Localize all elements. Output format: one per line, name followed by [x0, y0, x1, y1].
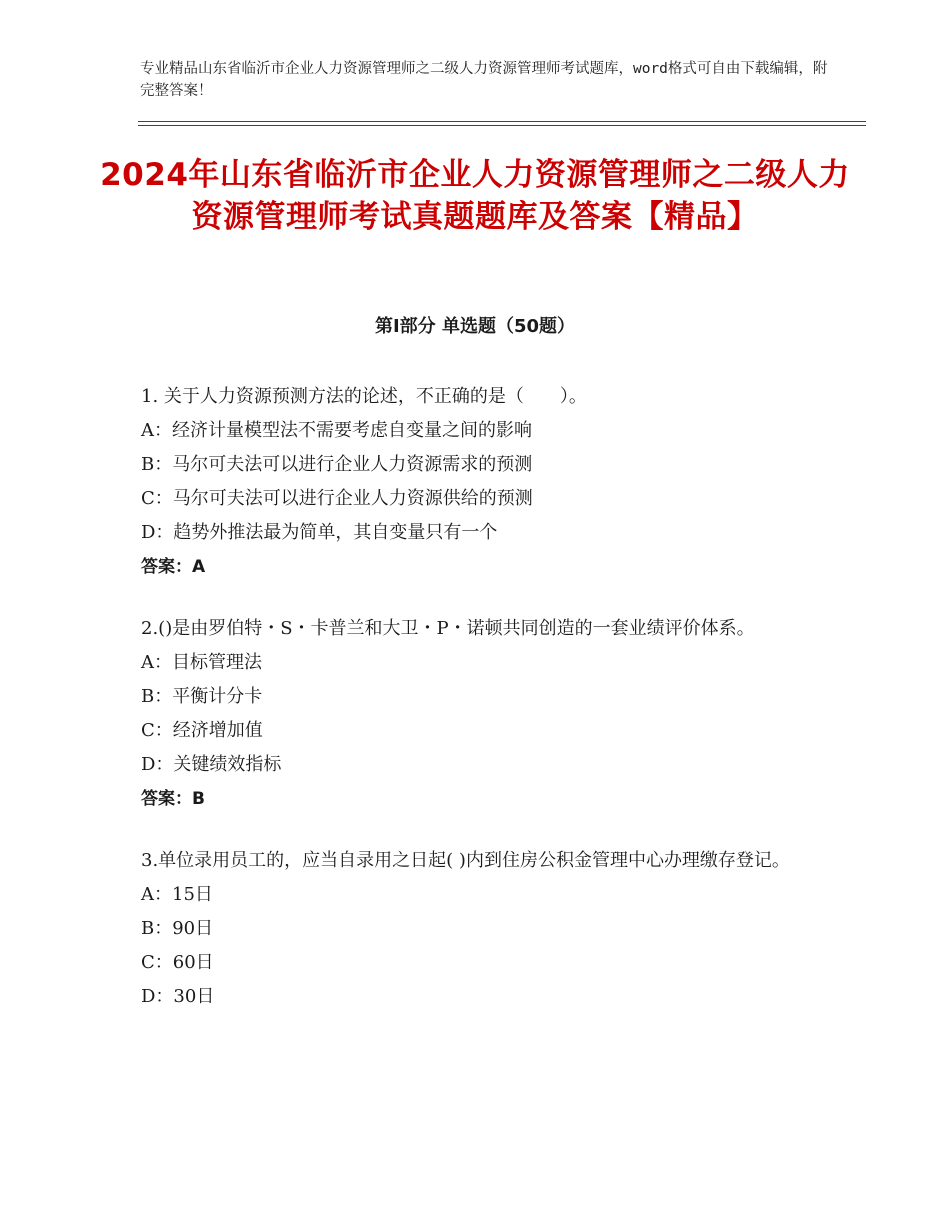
option-d: D：趋势外推法最为简单，其自变量只有一个 [141, 522, 498, 543]
question-item [141, 380, 821, 584]
option-a: A：15日 [141, 884, 213, 905]
document-title: 2024年山东省临沂市企业人力资源管理师之二级人力资源管理师考试真题题库及答案【精品】 [100, 157, 850, 235]
option-c: C：经济增加值 [141, 720, 263, 741]
section-title: 第Ⅰ部分 单选题（50题） [374, 316, 575, 337]
option-b: B：马尔可夫法可以进行企业人力资源需求的预测 [141, 454, 533, 475]
question-list [141, 380, 821, 1042]
option-d: D：30日 [141, 986, 215, 1007]
option-c: C：马尔可夫法可以进行企业人力资源供给的预测 [141, 488, 533, 509]
question-text: 2.()是由罗伯特・S・卡普兰和大卫・P・诺顿共同创造的一套业绩评价体系。 [141, 618, 755, 639]
header-divider-secondary [138, 125, 866, 126]
question-item [141, 844, 821, 1014]
question-item [141, 612, 821, 816]
answer-label: 答案：B [141, 789, 205, 809]
option-c: C：60日 [141, 952, 214, 973]
option-a: A：目标管理法 [141, 652, 262, 673]
answer-label: 答案：A [141, 557, 206, 577]
question-text: 1. 关于人力资源预测方法的论述，不正确的是（ ）。 [141, 386, 587, 407]
option-b: B：平衡计分卡 [141, 686, 263, 707]
option-d: D：关键绩效指标 [141, 754, 282, 775]
option-a: A：经济计量模型法不需要考虑自变量之间的影响 [141, 420, 532, 441]
header-divider [138, 121, 866, 122]
question-text: 3.单位录用员工的，应当自录用之日起( )内到住房公积金管理中心办理缴存登记。 [141, 850, 790, 871]
header-note: 专业精品山东省临沂市企业人力资源管理师之二级人力资源管理师考试题库，word格式可自由下载编辑，附完整答案！ [140, 61, 828, 99]
option-b: B：90日 [141, 918, 214, 939]
